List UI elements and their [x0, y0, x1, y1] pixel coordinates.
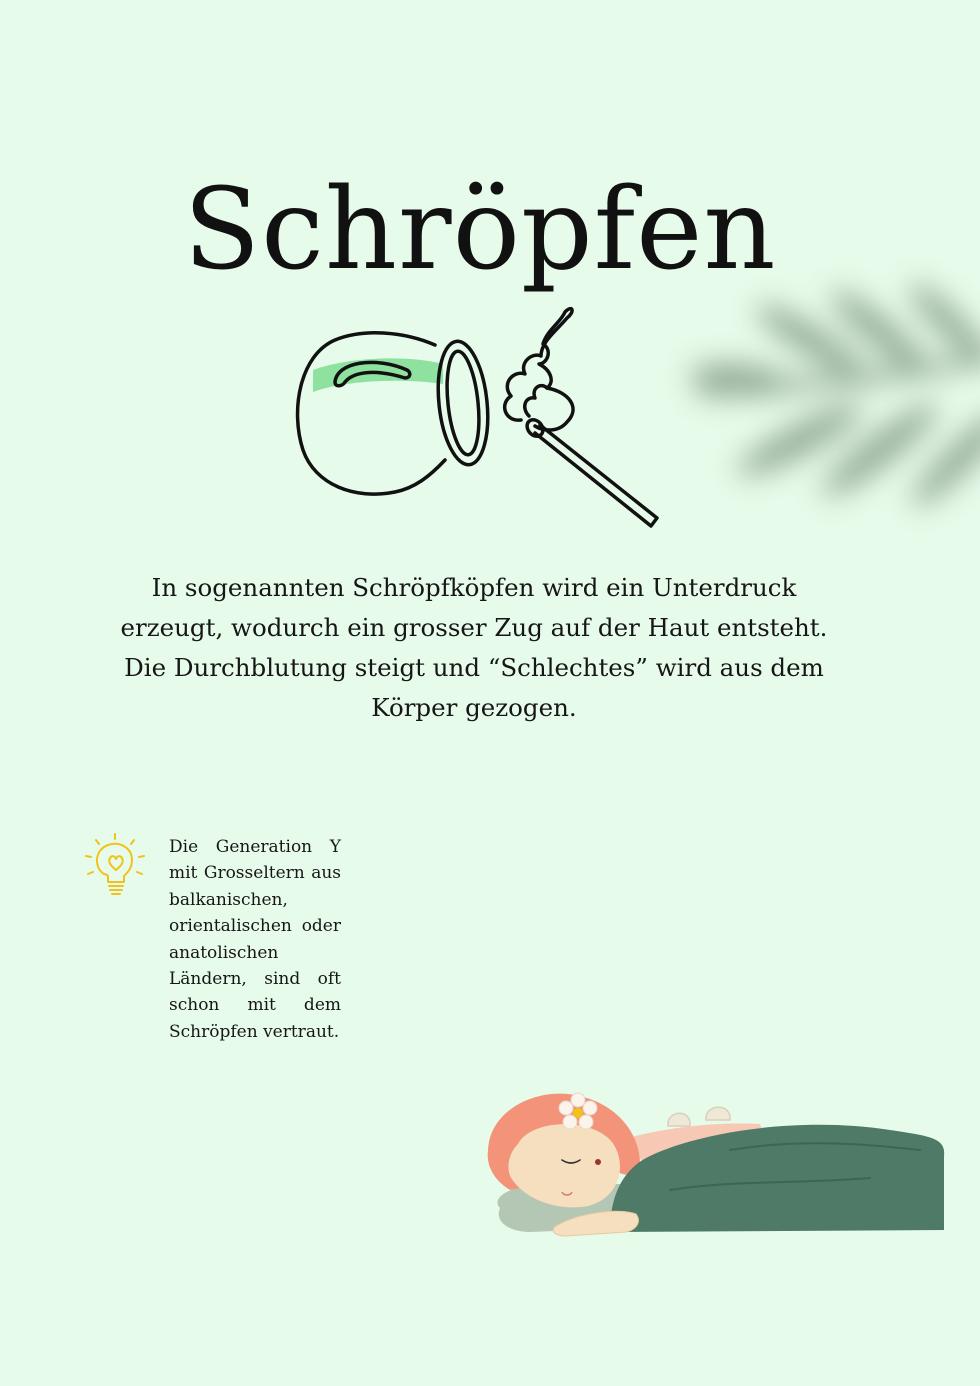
leaf-shadow-decoration	[680, 280, 980, 520]
lightbulb-heart-icon	[82, 832, 148, 902]
woman-receiving-cupping-illustration	[470, 1080, 955, 1250]
intro-paragraph: In sogenannten Schröpfköpfen wird ein Unterdruck erzeugt, wodurch ein grosser Zug auf der Haut entsteht. Die Durchblutung steigt und “Schlechtes” wird aus dem Körper gezogen.	[120, 573, 828, 722]
tip-text: Die Generation Y mit Grosseltern aus balkanischen, orientalischen oder anatolischen Ländern, sind oft schon mit dem Schröpfen vertraut.	[169, 837, 341, 1042]
page-title: Schröpfen	[183, 165, 777, 295]
cupping-glass-and-match-icon	[285, 300, 675, 540]
